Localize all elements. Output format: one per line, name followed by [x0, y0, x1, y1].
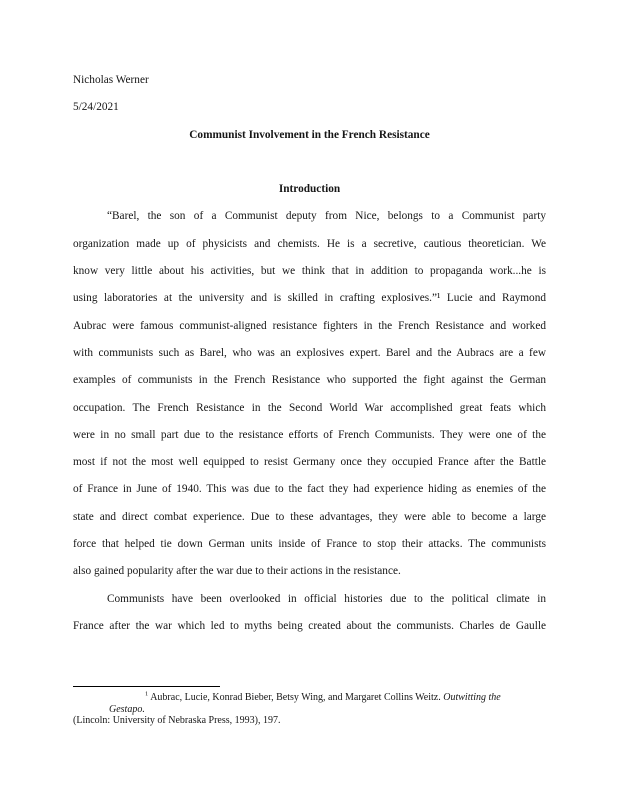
- footnote-citation-text: Aubrac, Lucie, Konrad Bieber, Betsy Wing, and Margaret Collins Weitz.: [150, 692, 441, 703]
- body-line: France after the war which led to myths being created about the communists. Charles de Gaulle: [73, 619, 546, 632]
- date-line: 5/24/2021: [73, 101, 119, 114]
- footnote-publisher-line: (Lincoln: University of Nebraska Press, 1993), 197.: [73, 715, 281, 727]
- footnote-book-title-line1: Outwitting the: [443, 692, 501, 703]
- body-line: were in no small part due to the resistance efforts of French Communists. They were one of the: [73, 428, 546, 441]
- body-line: know very little about his activities, but we think that in addition to propaganda work...he is: [73, 265, 546, 278]
- section-heading-introduction: Introduction: [278, 183, 341, 196]
- body-line: using laboratories at the university and is skilled in crafting explosives.”¹ Lucie and Raymond: [73, 292, 546, 305]
- body-line: examples of communists in the French Resistance who supported the fight against the German: [73, 374, 546, 387]
- body-line: of France in June of 1940. This was due to the fact they had experience hiding as enemies of the: [73, 483, 546, 496]
- body-line: most if not the most well equipped to resist Germany once they occupied France after the Battle: [73, 456, 546, 469]
- essay-title: Communist Involvement in the French Resistance: [189, 128, 430, 141]
- body-line: also gained popularity after the war due to their actions in the resistance.: [73, 565, 401, 578]
- footnote-book-title-line2: Gestapo.: [109, 703, 145, 715]
- body-line: Communists have been overlooked in official histories due to the political climate in: [107, 592, 546, 605]
- body-line: organization made up of physicists and chemists. He is a secretive, cautious theoretician. We: [73, 237, 546, 250]
- spacer-line: [73, 149, 546, 176]
- footnote-separator: [73, 686, 220, 687]
- footnote-line-1: [73, 692, 546, 704]
- document-body: [73, 67, 546, 640]
- body-line: Aubrac were famous communist-aligned resistance fighters in the French Resistance and worked: [73, 319, 546, 332]
- body-line: occupation. The French Resistance in the Second World War accomplished great feats which: [73, 401, 546, 414]
- body-line: with communists such as Barel, who was an explosives expert. Barel and the Aubracs are a few: [73, 346, 546, 359]
- body-line: force that helped tie down German units inside of France to stop their attacks. The communists: [73, 538, 546, 551]
- body-line: “Barel, the son of a Communist deputy from Nice, belongs to a Communist party: [107, 210, 546, 223]
- body-line: state and direct combat experience. Due to these advantages, they were able to become a large: [73, 510, 546, 523]
- author-line: Nicholas Werner: [73, 74, 149, 86]
- footnote-marker: 1: [145, 690, 149, 698]
- footnote-area: [73, 686, 546, 727]
